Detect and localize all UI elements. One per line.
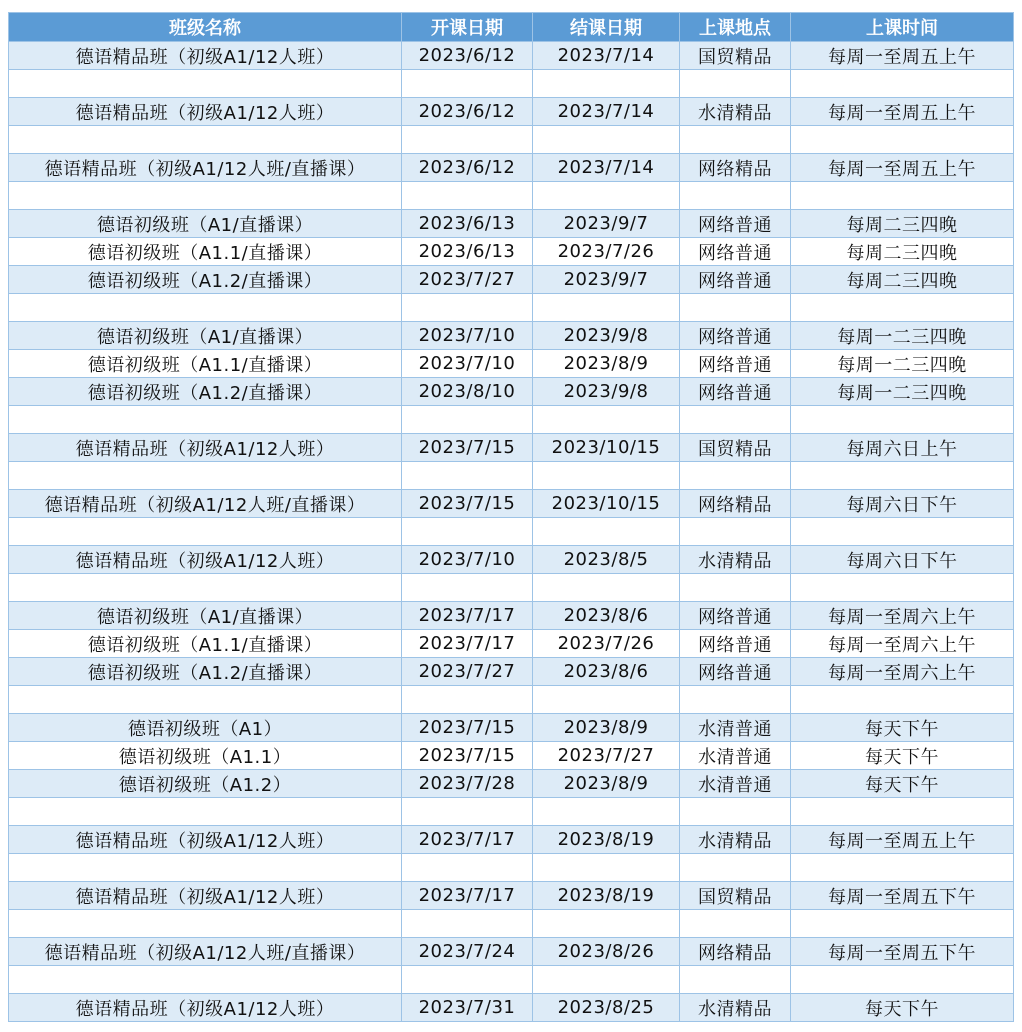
cell-class-name[interactable]: 德语初级班（A1） [9, 714, 402, 742]
cell-end-date[interactable]: 2023/8/9 [533, 350, 680, 378]
cell-start-date[interactable]: 2023/7/28 [402, 770, 533, 798]
cell-class-time[interactable]: 每周一至周六上午 [791, 602, 1014, 630]
cell-class-time[interactable]: 每周一至周五上午 [791, 826, 1014, 854]
cell-class-name[interactable]: 德语精品班（初级A1/12人班） [9, 434, 402, 462]
cell-class-name[interactable]: 德语精品班（初级A1/12人班） [9, 546, 402, 574]
cell-end-date[interactable] [533, 126, 680, 154]
cell-class-name[interactable]: 德语精品班（初级A1/12人班） [9, 42, 402, 70]
cell-location[interactable] [680, 574, 791, 602]
cell-start-date[interactable]: 2023/6/13 [402, 238, 533, 266]
cell-end-date[interactable]: 2023/8/9 [533, 770, 680, 798]
cell-location[interactable]: 水清精品 [680, 98, 791, 126]
cell-class-time[interactable]: 每周二三四晚 [791, 210, 1014, 238]
cell-end-date[interactable]: 2023/10/15 [533, 434, 680, 462]
cell-class-time[interactable] [791, 910, 1014, 938]
cell-start-date[interactable] [402, 70, 533, 98]
cell-class-name[interactable]: 德语初级班（A1.2/直播课） [9, 378, 402, 406]
cell-start-date[interactable]: 2023/7/17 [402, 826, 533, 854]
cell-location[interactable] [680, 854, 791, 882]
cell-class-time[interactable] [791, 70, 1014, 98]
cell-end-date[interactable]: 2023/9/8 [533, 322, 680, 350]
cell-class-time[interactable]: 每天下午 [791, 714, 1014, 742]
cell-location[interactable]: 网络普通 [680, 266, 791, 294]
cell-class-time[interactable] [791, 406, 1014, 434]
cell-location[interactable]: 网络普通 [680, 322, 791, 350]
cell-class-time[interactable] [791, 462, 1014, 490]
cell-location[interactable] [680, 70, 791, 98]
cell-class-time[interactable]: 每周一至周五下午 [791, 938, 1014, 966]
table-row [9, 658, 1014, 686]
cell-location[interactable]: 水清普通 [680, 742, 791, 770]
table-row [9, 770, 1014, 798]
cell-class-time[interactable]: 每周一至周五上午 [791, 42, 1014, 70]
cell-location[interactable]: 网络普通 [680, 658, 791, 686]
table-row [9, 378, 1014, 406]
cell-end-date[interactable]: 2023/7/14 [533, 154, 680, 182]
cell-location[interactable]: 网络普通 [680, 378, 791, 406]
cell-class-time[interactable] [791, 798, 1014, 826]
cell-class-time[interactable] [791, 182, 1014, 210]
class-schedule-sheet [8, 12, 1013, 1022]
table-row [9, 686, 1014, 714]
cell-class-name[interactable] [9, 966, 402, 994]
cell-end-date[interactable]: 2023/8/6 [533, 602, 680, 630]
cell-start-date[interactable]: 2023/7/24 [402, 938, 533, 966]
column-header-class-name[interactable]: 班级名称 [9, 13, 402, 42]
table-row [9, 938, 1014, 966]
cell-location[interactable]: 国贸精品 [680, 42, 791, 70]
cell-start-date[interactable]: 2023/7/15 [402, 714, 533, 742]
cell-class-name[interactable] [9, 686, 402, 714]
cell-end-date[interactable]: 2023/7/14 [533, 42, 680, 70]
column-header-location[interactable]: 上课地点 [680, 13, 791, 42]
cell-start-date[interactable]: 2023/7/17 [402, 630, 533, 658]
cell-start-date[interactable] [402, 574, 533, 602]
cell-end-date[interactable]: 2023/7/14 [533, 98, 680, 126]
cell-start-date[interactable]: 2023/7/10 [402, 350, 533, 378]
cell-class-name[interactable] [9, 798, 402, 826]
cell-end-date[interactable] [533, 182, 680, 210]
table-row [9, 518, 1014, 546]
table-row [9, 630, 1014, 658]
cell-start-date[interactable] [402, 966, 533, 994]
table-row [9, 490, 1014, 518]
cell-start-date[interactable]: 2023/7/17 [402, 602, 533, 630]
cell-class-time[interactable]: 每周一二三四晚 [791, 378, 1014, 406]
cell-end-date[interactable]: 2023/8/25 [533, 994, 680, 1022]
table-row [9, 238, 1014, 266]
cell-start-date[interactable]: 2023/6/12 [402, 42, 533, 70]
cell-start-date[interactable]: 2023/6/12 [402, 154, 533, 182]
cell-end-date[interactable]: 2023/8/6 [533, 658, 680, 686]
cell-class-time[interactable]: 每周一至周五上午 [791, 98, 1014, 126]
cell-start-date[interactable]: 2023/7/10 [402, 546, 533, 574]
cell-end-date[interactable] [533, 966, 680, 994]
cell-class-name[interactable]: 德语初级班（A1/直播课） [9, 322, 402, 350]
cell-class-time[interactable]: 每周一二三四晚 [791, 322, 1014, 350]
cell-class-name[interactable] [9, 462, 402, 490]
column-header-start-date[interactable]: 开课日期 [402, 13, 533, 42]
cell-location[interactable]: 网络普通 [680, 210, 791, 238]
cell-class-name[interactable] [9, 910, 402, 938]
table-row [9, 126, 1014, 154]
cell-location[interactable] [680, 182, 791, 210]
cell-end-date[interactable] [533, 518, 680, 546]
cell-location[interactable] [680, 966, 791, 994]
cell-start-date[interactable]: 2023/7/31 [402, 994, 533, 1022]
cell-end-date[interactable] [533, 70, 680, 98]
cell-class-name[interactable]: 德语初级班（A1.1/直播课） [9, 630, 402, 658]
cell-class-name[interactable]: 德语初级班（A1.1/直播课） [9, 238, 402, 266]
cell-class-name[interactable]: 德语初级班（A1.1） [9, 742, 402, 770]
cell-class-time[interactable] [791, 126, 1014, 154]
cell-class-name[interactable]: 德语初级班（A1.1/直播课） [9, 350, 402, 378]
cell-start-date[interactable]: 2023/7/15 [402, 434, 533, 462]
table-row [9, 826, 1014, 854]
cell-start-date[interactable] [402, 910, 533, 938]
cell-class-name[interactable]: 德语初级班（A1/直播课） [9, 210, 402, 238]
cell-end-date[interactable] [533, 462, 680, 490]
cell-location[interactable]: 国贸精品 [680, 882, 791, 910]
cell-class-time[interactable] [791, 966, 1014, 994]
cell-class-time[interactable] [791, 574, 1014, 602]
cell-class-time[interactable]: 每周六日下午 [791, 546, 1014, 574]
cell-end-date[interactable]: 2023/9/7 [533, 210, 680, 238]
cell-location[interactable] [680, 518, 791, 546]
table-row [9, 266, 1014, 294]
table-row [9, 714, 1014, 742]
cell-start-date[interactable]: 2023/6/12 [402, 98, 533, 126]
cell-class-time[interactable]: 每周二三四晚 [791, 266, 1014, 294]
cell-class-name[interactable]: 德语精品班（初级A1/12人班/直播课） [9, 938, 402, 966]
class-schedule-table [8, 12, 1014, 1022]
cell-start-date[interactable] [402, 126, 533, 154]
cell-location[interactable] [680, 406, 791, 434]
cell-start-date[interactable]: 2023/7/10 [402, 322, 533, 350]
cell-location[interactable]: 水清精品 [680, 546, 791, 574]
cell-class-time[interactable] [791, 518, 1014, 546]
cell-end-date[interactable]: 2023/9/7 [533, 266, 680, 294]
table-row [9, 742, 1014, 770]
cell-start-date[interactable]: 2023/7/27 [402, 658, 533, 686]
table-row [9, 350, 1014, 378]
cell-class-time[interactable]: 每周六日上午 [791, 434, 1014, 462]
table-row [9, 966, 1014, 994]
cell-location[interactable] [680, 798, 791, 826]
cell-class-time[interactable]: 每天下午 [791, 770, 1014, 798]
cell-class-time[interactable]: 每周一至周五上午 [791, 154, 1014, 182]
cell-class-name[interactable]: 德语精品班（初级A1/12人班） [9, 882, 402, 910]
table-row [9, 882, 1014, 910]
cell-class-time[interactable]: 每周一至周五下午 [791, 882, 1014, 910]
table-row [9, 462, 1014, 490]
cell-start-date[interactable] [402, 854, 533, 882]
cell-class-name[interactable]: 德语精品班（初级A1/12人班） [9, 826, 402, 854]
cell-start-date[interactable] [402, 182, 533, 210]
cell-start-date[interactable]: 2023/7/27 [402, 266, 533, 294]
cell-class-time[interactable]: 每周一二三四晚 [791, 350, 1014, 378]
cell-start-date[interactable]: 2023/7/15 [402, 490, 533, 518]
cell-class-time[interactable]: 每天下午 [791, 742, 1014, 770]
table-row [9, 210, 1014, 238]
cell-class-time[interactable]: 每天下午 [791, 994, 1014, 1022]
table-row [9, 322, 1014, 350]
cell-start-date[interactable] [402, 686, 533, 714]
table-row [9, 546, 1014, 574]
table-body [9, 42, 1014, 1022]
cell-class-name[interactable]: 德语初级班（A1.2） [9, 770, 402, 798]
cell-end-date[interactable]: 2023/8/9 [533, 714, 680, 742]
cell-class-name[interactable] [9, 126, 402, 154]
cell-class-time[interactable]: 每周一至周六上午 [791, 630, 1014, 658]
cell-class-time[interactable] [791, 854, 1014, 882]
cell-class-name[interactable] [9, 574, 402, 602]
table-row [9, 294, 1014, 322]
cell-class-name[interactable] [9, 518, 402, 546]
cell-class-name[interactable]: 德语初级班（A1.2/直播课） [9, 658, 402, 686]
cell-class-time[interactable]: 每周六日下午 [791, 490, 1014, 518]
cell-class-name[interactable]: 德语初级班（A1/直播课） [9, 602, 402, 630]
cell-location[interactable] [680, 910, 791, 938]
cell-start-date[interactable]: 2023/6/13 [402, 210, 533, 238]
cell-class-name[interactable]: 德语初级班（A1.2/直播课） [9, 266, 402, 294]
table-row [9, 854, 1014, 882]
cell-end-date[interactable] [533, 574, 680, 602]
cell-class-name[interactable]: 德语精品班（初级A1/12人班/直播课） [9, 154, 402, 182]
cell-class-name[interactable] [9, 406, 402, 434]
cell-class-name[interactable] [9, 70, 402, 98]
cell-class-name[interactable]: 德语精品班（初级A1/12人班） [9, 98, 402, 126]
cell-start-date[interactable] [402, 294, 533, 322]
header-row [9, 13, 1014, 42]
cell-end-date[interactable]: 2023/7/26 [533, 238, 680, 266]
cell-start-date[interactable]: 2023/7/17 [402, 882, 533, 910]
table-row [9, 154, 1014, 182]
cell-start-date[interactable] [402, 518, 533, 546]
table-row [9, 434, 1014, 462]
cell-location[interactable]: 国贸精品 [680, 434, 791, 462]
table-row [9, 182, 1014, 210]
cell-start-date[interactable] [402, 798, 533, 826]
cell-end-date[interactable]: 2023/8/19 [533, 826, 680, 854]
cell-end-date[interactable]: 2023/9/8 [533, 378, 680, 406]
table-row [9, 42, 1014, 70]
cell-end-date[interactable] [533, 910, 680, 938]
table-row [9, 574, 1014, 602]
table-row [9, 910, 1014, 938]
cell-location[interactable] [680, 294, 791, 322]
cell-location[interactable]: 网络普通 [680, 602, 791, 630]
cell-end-date[interactable]: 2023/7/27 [533, 742, 680, 770]
cell-class-time[interactable] [791, 294, 1014, 322]
cell-start-date[interactable] [402, 462, 533, 490]
cell-class-name[interactable]: 德语精品班（初级A1/12人班/直播课） [9, 490, 402, 518]
table-row [9, 98, 1014, 126]
cell-location[interactable]: 水清精品 [680, 826, 791, 854]
cell-location[interactable]: 水清普通 [680, 714, 791, 742]
cell-location[interactable]: 网络普通 [680, 238, 791, 266]
cell-end-date[interactable]: 2023/8/26 [533, 938, 680, 966]
cell-location[interactable] [680, 462, 791, 490]
cell-class-name[interactable]: 德语精品班（初级A1/12人班） [9, 994, 402, 1022]
table-row [9, 798, 1014, 826]
cell-location[interactable]: 网络普通 [680, 350, 791, 378]
cell-class-time[interactable] [791, 686, 1014, 714]
cell-end-date[interactable] [533, 406, 680, 434]
cell-end-date[interactable]: 2023/8/5 [533, 546, 680, 574]
cell-location[interactable]: 水清普通 [680, 770, 791, 798]
cell-class-name[interactable] [9, 182, 402, 210]
cell-end-date[interactable] [533, 686, 680, 714]
cell-end-date[interactable]: 2023/7/26 [533, 630, 680, 658]
cell-location[interactable]: 水清精品 [680, 994, 791, 1022]
table-row [9, 994, 1014, 1022]
cell-class-name[interactable] [9, 854, 402, 882]
cell-location[interactable]: 网络精品 [680, 154, 791, 182]
table-row [9, 602, 1014, 630]
cell-end-date[interactable]: 2023/10/15 [533, 490, 680, 518]
cell-class-name[interactable] [9, 294, 402, 322]
cell-location[interactable]: 网络精品 [680, 490, 791, 518]
cell-end-date[interactable]: 2023/8/19 [533, 882, 680, 910]
cell-location[interactable] [680, 686, 791, 714]
cell-class-time[interactable]: 每周二三四晚 [791, 238, 1014, 266]
column-header-end-date[interactable]: 结课日期 [533, 13, 680, 42]
cell-start-date[interactable]: 2023/8/10 [402, 378, 533, 406]
cell-class-time[interactable]: 每周一至周六上午 [791, 658, 1014, 686]
cell-start-date[interactable]: 2023/7/15 [402, 742, 533, 770]
cell-location[interactable]: 网络普通 [680, 630, 791, 658]
column-header-class-time[interactable]: 上课时间 [791, 13, 1014, 42]
cell-end-date[interactable] [533, 854, 680, 882]
cell-end-date[interactable] [533, 294, 680, 322]
cell-location[interactable] [680, 126, 791, 154]
table-row [9, 406, 1014, 434]
table-row [9, 70, 1014, 98]
cell-start-date[interactable] [402, 406, 533, 434]
cell-location[interactable]: 网络精品 [680, 938, 791, 966]
cell-end-date[interactable] [533, 798, 680, 826]
